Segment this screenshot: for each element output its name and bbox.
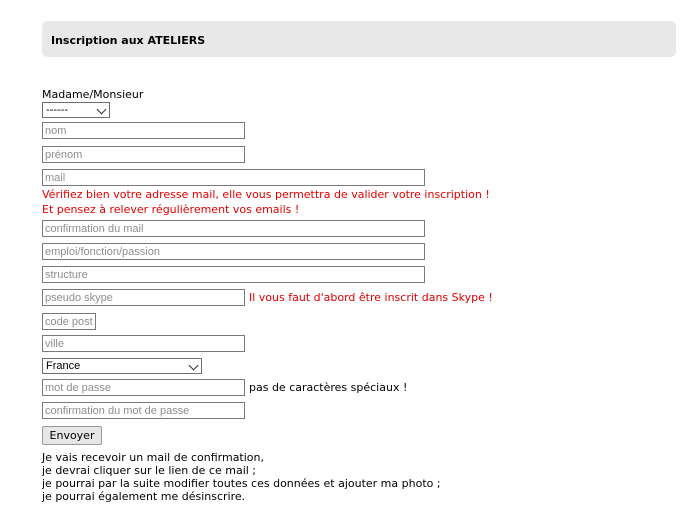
code-postal-placeholder: code post [45,316,93,328]
skype-placeholder: pseudo skype [45,292,113,304]
emploi-placeholder: emploi/fonction/passion [45,246,160,258]
structure-placeholder: structure [45,269,88,281]
mail-field[interactable] [42,169,425,186]
prenom-field[interactable] [42,146,245,163]
code-postal-field[interactable] [42,313,96,330]
note-line-1: Je vais recevoir un mail de confirmation, [42,451,265,464]
skype-field[interactable] [42,289,245,306]
chevron-down-icon [189,361,199,371]
civility-select-value: ------ [46,104,68,116]
ville-field[interactable] [42,335,245,352]
password-hint: pas de caractères spéciaux ! [249,381,408,394]
emploi-field[interactable] [42,243,425,260]
chevron-down-icon [97,105,107,115]
prenom-placeholder: prénom [45,149,83,161]
country-select-value: France [46,360,81,372]
password-confirm-field[interactable] [42,402,245,419]
password-field[interactable] [42,379,245,396]
mail-confirm-placeholder: confirmation du mail [45,223,144,235]
nom-field[interactable] [42,122,245,139]
note-line-4: je pourrai également me désinscrire. [42,490,246,503]
mail-warning-line-1: Vérifiez bien votre adresse mail, elle vous permettra de valider votre inscription ! [42,188,490,201]
country-select[interactable] [42,358,202,374]
note-line-2: je devrai cliquer sur le lien de ce mail ; [42,464,257,477]
submit-button[interactable]: Envoyer [42,426,102,445]
ville-placeholder: ville [45,338,64,350]
mail-placeholder: mail [45,172,66,184]
skype-warning: Il vous faut d'abord être inscrit dans Skype ! [249,291,493,304]
mail-warning-line-2: Et pensez à relever régulièrement vos emails ! [42,203,300,216]
password-confirm-placeholder: confirmation du mot de passe [45,405,190,417]
civility-select[interactable] [42,102,110,118]
note-line-3: je pourrai par la suite modifier toutes ces données et ajouter ma photo ; [42,477,441,490]
mail-confirm-field[interactable] [42,220,425,237]
password-placeholder: mot de passe [45,382,112,394]
form-header [42,21,676,57]
civility-label: Madame/Monsieur [42,88,144,101]
page-title: Inscription aux ATELIERS [51,34,206,47]
nom-placeholder: nom [45,125,67,137]
structure-field[interactable] [42,266,425,283]
